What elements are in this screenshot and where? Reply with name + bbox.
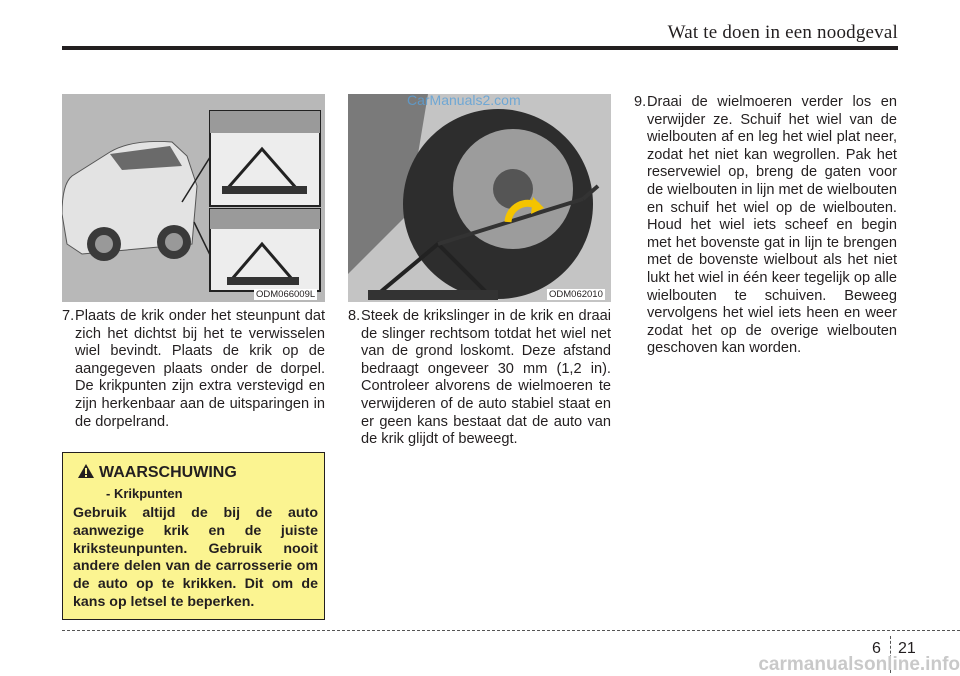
figure-code: ODM062010	[549, 289, 603, 300]
step-9	[634, 94, 897, 358]
warning-box	[62, 452, 325, 620]
step-number: 9.	[634, 94, 647, 110]
warning-heading	[77, 463, 237, 482]
header-rule	[62, 46, 898, 50]
step-8	[348, 308, 611, 449]
watermark-top: CarManuals2.com	[407, 92, 521, 108]
section-number: 6	[872, 640, 881, 657]
warning-title: WAARSCHUWING	[99, 464, 237, 481]
step-number: 7.	[62, 308, 75, 324]
page-number: 21	[898, 640, 916, 657]
figure-jack-handle	[348, 94, 611, 302]
footer-rule	[62, 630, 960, 631]
jack-handle-illustration	[348, 94, 611, 302]
step-7	[62, 308, 325, 431]
warning-triangle-icon	[77, 463, 95, 479]
step-number: 8.	[348, 308, 361, 324]
figure-car-jack-points	[62, 94, 325, 302]
car-jack-illustration	[62, 94, 325, 302]
warning-subtitle: - Krikpunten	[106, 486, 183, 501]
warning-text: Gebruik altijd de bij de auto aanwezige krik en de juiste kriksteunpunten. Gebruik nooit andere delen van de carrosserie om de auto op te krikken. Dit om de kans op letsel te beperken.	[73, 505, 318, 610]
step-text: Steek de krikslinger in de krik en draai de slinger rechtsom totdat het wiel net van de grond loskomt. Deze afstand bedraagt ongeveer 30 mm (1,2 in). Controleer alvorens de wielmoeren te verwijderen of de auto stabiel staat en er geen kans bestaat dat de auto van de krik glijdt of beweegt.	[361, 308, 611, 448]
step-text: Plaats de krik onder het steunpunt dat zich het dichtst bij het te verwisselen wiel bevindt. Plaats de krik op de aangegeven plaats onder de dorpel. De krikpunten zijn extra verstevigd en zijn herkenbaar aan de uitsparingen in de dorpelrand.	[75, 308, 325, 430]
watermark-bottom: carmanualsonline.info	[758, 654, 960, 675]
step-text: Draai de wielmoeren verder los en verwijder ze. Schuif het wiel van de wielbouten af en leg het wiel plat neer, zodat het niet kan wegrollen. Pak het reservewiel op, breng de gaten voor de wielbouten in lijn met de wielbouten en schuif het wiel op de wielbouten. Houd het wiel iets scheef en begin met het bovenste gat in lijn te brengen met de bovenste wielbout als het niet lukt het wiel in één keer tegelijk op alle wielbouten te schuiven. Beweeg vervolgens het wiel iets heen en weer zodat het op de overige wielbouten geschoven kan worden.	[647, 94, 897, 357]
page-header-title: Wat te doen in een noodgeval	[667, 22, 898, 43]
figure-code: ODM066009L	[256, 289, 316, 300]
